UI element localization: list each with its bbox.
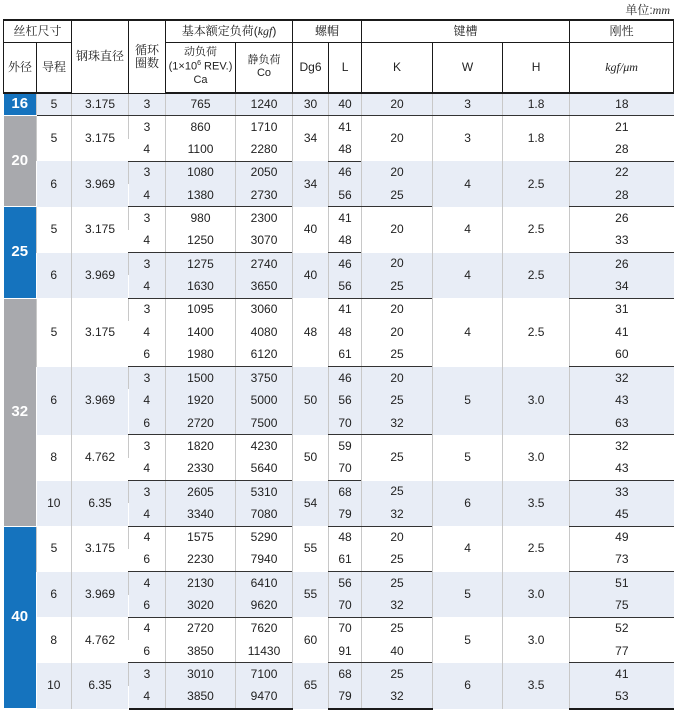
outer-diameter-cell: 16 <box>4 93 37 116</box>
static-load-cell: 7500 <box>236 412 293 435</box>
K-cell: 32 <box>362 595 433 618</box>
ball-diameter-cell: 3.175 <box>72 526 129 572</box>
K-cell: 25 <box>362 344 433 367</box>
circuits-cell: 4 <box>129 184 166 207</box>
dg6-cell: 50 <box>293 435 329 481</box>
static-load-cell: 5310 <box>236 481 293 504</box>
dg6-cell: 40 <box>293 207 329 253</box>
ball-diameter-cell: 3.175 <box>72 207 129 253</box>
circuits-cell: 4 <box>129 275 166 298</box>
table-row <box>4 617 674 640</box>
dynamic-load-cell: 1980 <box>166 344 236 367</box>
dynamic-load-cell: 1100 <box>166 139 236 162</box>
circuits-cell: 6 <box>129 640 166 663</box>
ball-diameter-cell: 3.175 <box>72 116 129 162</box>
lead-cell: 8 <box>50 450 58 465</box>
ball-diameter-cell: 3.969 <box>72 253 129 299</box>
header-static-load: 静负荷 Co <box>236 42 293 93</box>
dynamic-load-cell: 2720 <box>166 617 236 640</box>
circuits-cell: 4 <box>129 389 166 412</box>
stiffness-cell: 77 <box>570 640 674 663</box>
header-dg6: Dg6 <box>293 42 329 93</box>
dynamic-load-cell: 980 <box>166 207 236 230</box>
L-cell: 41 <box>329 116 362 139</box>
table-row <box>4 207 674 230</box>
circuits-cell: 3 <box>129 435 166 458</box>
static-load-cell: 9620 <box>236 595 293 618</box>
K-cell: 25 <box>362 663 433 686</box>
dynamic-load-cell: 2605 <box>166 481 236 504</box>
static-load-cell: 4080 <box>236 321 293 344</box>
header-lead: 导程 <box>37 42 72 93</box>
W-cell: 5 <box>433 617 503 663</box>
header-od: 外径 <box>4 42 37 93</box>
circuits-cell: 3 <box>129 663 166 686</box>
K-cell: 20 <box>362 253 433 276</box>
H-cell: 2.5 <box>503 298 570 366</box>
L-cell: 79 <box>329 503 362 526</box>
circuits-cell: 3 <box>129 298 166 321</box>
table-row <box>4 663 674 686</box>
dynamic-load-cell: 1820 <box>166 435 236 458</box>
W-cell: 4 <box>433 161 503 207</box>
dynamic-load-cell: 1250 <box>166 230 236 253</box>
lead-cell: 6 <box>37 253 72 299</box>
lead-cell: 5 <box>37 526 72 572</box>
lead-cell: 6 <box>37 572 72 618</box>
H-cell: 1.8 <box>503 93 570 116</box>
H-cell: 1.8 <box>503 116 570 162</box>
stiffness-cell: 43 <box>570 389 674 412</box>
header-keyway: 键槽 <box>362 20 570 42</box>
L-cell: 46 <box>329 367 362 390</box>
W-cell: 5 <box>433 572 503 618</box>
circuits-cell: 4 <box>129 230 166 253</box>
dynamic-load-cell: 3010 <box>166 663 236 686</box>
stiffness-cell: 28 <box>570 139 674 162</box>
lead-cell: 5 <box>37 93 72 116</box>
ball-diameter-cell: 4.762 <box>72 435 129 481</box>
table-row <box>4 435 674 458</box>
L-cell: 48 <box>329 526 362 549</box>
static-load-cell: 11430 <box>236 640 293 663</box>
header-L: L <box>329 42 362 93</box>
circuits-cell: 6 <box>129 595 166 618</box>
static-load-cell: 5640 <box>236 458 293 481</box>
lead-cell: 5 <box>37 298 72 366</box>
stiffness-cell: 18 <box>570 93 674 116</box>
circuits-cell: 4 <box>129 503 166 526</box>
header-stiffness: 刚性 <box>570 20 674 42</box>
dg6-cell: 65 <box>293 663 329 709</box>
circuits-cell: 4 <box>143 324 151 339</box>
lead-cell: 6 <box>37 367 72 435</box>
unit-value: mm <box>652 3 670 17</box>
dg6-cell: 55 <box>293 572 329 618</box>
W-cell: 3 <box>433 93 503 116</box>
static-load-cell: 2050 <box>236 161 293 184</box>
ball-diameter-cell: 3.175 <box>72 93 129 116</box>
K-cell: 25 <box>362 435 433 481</box>
ball-diameter-cell: 4.762 <box>72 617 129 663</box>
static-load-cell: 6410 <box>236 572 293 595</box>
dg6-cell: 34 <box>293 161 329 207</box>
H-cell: 3.0 <box>503 572 570 618</box>
K-cell: 25 <box>362 389 433 412</box>
header-W: W <box>433 42 503 93</box>
table-row <box>4 161 674 184</box>
static-load-cell: 3070 <box>236 230 293 253</box>
circuits-cell: 4 <box>129 526 166 549</box>
dg6-cell: 30 <box>293 93 329 116</box>
K-cell: 32 <box>362 503 433 526</box>
L-cell: 70 <box>329 458 362 481</box>
dynamic-load-cell: 765 <box>166 93 236 116</box>
stiffness-cell: 22 <box>570 161 674 184</box>
W-cell: 5 <box>433 435 503 481</box>
W-cell: 4 <box>433 526 503 572</box>
K-cell: 25 <box>362 184 433 207</box>
H-cell: 3.5 <box>503 663 570 709</box>
stiffness-cell: 26 <box>570 207 674 230</box>
stiffness-cell: 53 <box>570 686 674 709</box>
K-cell: 20 <box>362 526 433 549</box>
circuits-cell: 4 <box>129 686 166 709</box>
K-cell: 20 <box>362 116 433 162</box>
L-cell: 41 <box>329 207 362 230</box>
static-load-cell: 7620 <box>236 617 293 640</box>
table-header <box>4 20 674 93</box>
L-cell: 48 <box>329 230 362 253</box>
header-nut: 螺帽 <box>293 20 362 42</box>
stiffness-cell: 73 <box>570 549 674 572</box>
stiffness-cell: 21 <box>570 116 674 139</box>
static-load-cell: 7080 <box>236 503 293 526</box>
ball-diameter-cell: 3.175 <box>72 298 129 366</box>
header-stiffness-unit: kgf/μm <box>570 42 674 93</box>
L-cell: 56 <box>329 184 362 207</box>
dynamic-load-cell: 2230 <box>166 549 236 572</box>
dg6-cell: 34 <box>293 116 329 162</box>
L-cell: 56 <box>329 572 362 595</box>
dynamic-load-cell: 1080 <box>166 161 236 184</box>
L-cell: 40 <box>329 93 362 116</box>
K-cell: 20 <box>362 367 433 390</box>
table-row <box>4 526 674 549</box>
header-K: K <box>362 42 433 93</box>
lead-cell: 5 <box>37 116 72 162</box>
dynamic-load-cell: 1275 <box>166 253 236 276</box>
circuits-cell: 3 <box>129 481 166 504</box>
H-cell: 2.5 <box>503 207 570 253</box>
unit-label: 单位:mm <box>625 3 670 17</box>
W-cell: 3 <box>433 116 503 162</box>
K-cell: 25 <box>362 572 433 595</box>
L-cell: 68 <box>329 663 362 686</box>
dynamic-load-cell: 2720 <box>166 412 236 435</box>
static-load-cell: 2740 <box>236 253 293 276</box>
static-load-cell: 7100 <box>236 663 293 686</box>
stiffness-cell: 33 <box>570 481 674 504</box>
H-cell: 2.5 <box>503 253 570 299</box>
stiffness-cell: 75 <box>570 595 674 618</box>
circuits-cell: 3 <box>129 367 166 390</box>
dynamic-load-cell: 1400 <box>166 321 236 344</box>
lead-cell: 5 <box>37 207 72 253</box>
K-cell: 20 <box>362 298 433 321</box>
static-load-cell: 3750 <box>236 367 293 390</box>
table-row <box>4 298 674 321</box>
static-load-cell: 2300 <box>236 207 293 230</box>
outer-diameter-cell: 20 <box>4 116 37 207</box>
dg6-cell: 50 <box>293 367 329 435</box>
stiffness-cell: 45 <box>570 503 674 526</box>
L-cell: 41 <box>329 298 362 321</box>
K-cell: 40 <box>362 640 433 663</box>
ball-diameter-cell: 6.35 <box>72 663 129 709</box>
circuits-cell: 3 <box>129 207 166 230</box>
stiffness-cell: 49 <box>570 526 674 549</box>
W-cell: 6 <box>433 663 503 709</box>
H-cell: 3.5 <box>503 481 570 527</box>
static-load-cell: 5000 <box>236 389 293 412</box>
L-cell: 79 <box>329 686 362 709</box>
K-cell: 32 <box>362 412 433 435</box>
K-cell: 20 <box>362 161 433 184</box>
static-load-cell: 7940 <box>236 549 293 572</box>
dynamic-load-cell: 1920 <box>166 389 236 412</box>
L-cell: 56 <box>329 389 362 412</box>
static-load-cell: 1710 <box>236 116 293 139</box>
static-load-cell: 9470 <box>236 686 293 709</box>
lead-cell: 6 <box>37 161 72 207</box>
K-cell: 25 <box>362 549 433 572</box>
K-cell: 25 <box>362 481 433 504</box>
K-cell: 20 <box>362 321 433 344</box>
header-dynamic-load: 动负荷 ($1\times 10^6$ REV.) Ca <box>166 42 236 93</box>
table-row <box>4 572 674 595</box>
static-load-cell: 2280 <box>236 139 293 162</box>
dynamic-load-cell: 3850 <box>166 686 236 709</box>
static-load-cell: 3060 <box>236 298 293 321</box>
circuits-cell: 3 <box>129 116 166 139</box>
stiffness-cell: 43 <box>570 458 674 481</box>
stiffness-cell: 41 <box>570 321 674 344</box>
stiffness-cell: 33 <box>570 230 674 253</box>
table-row <box>4 481 674 504</box>
L-cell: 46 <box>329 161 362 184</box>
dynamic-load-cell: 3850 <box>166 640 236 663</box>
K-cell: 20 <box>362 207 433 253</box>
stiffness-cell: 32 <box>570 367 674 390</box>
L-cell: 56 <box>329 275 362 298</box>
circuits-cell: 3 <box>129 161 166 184</box>
circuits-cell: 3 <box>129 253 166 276</box>
H-cell: 2.5 <box>503 526 570 572</box>
circuits-cell: 4 <box>129 572 166 595</box>
dynamic-load-cell: 2330 <box>166 458 236 481</box>
L-cell: 59 <box>329 435 362 458</box>
circuits-cell: 3 <box>129 93 166 116</box>
stiffness-cell: 32 <box>570 435 674 458</box>
K-cell: 25 <box>362 275 433 298</box>
stiffness-cell: 26 <box>570 253 674 276</box>
static-load-cell: 5290 <box>236 526 293 549</box>
ball-diameter-cell: 6.35 <box>72 481 129 527</box>
L-cell: 46 <box>329 253 362 276</box>
static-load-cell: 4230 <box>236 435 293 458</box>
ball-diameter-cell: 3.969 <box>72 161 129 207</box>
dynamic-load-cell: 3340 <box>166 503 236 526</box>
circuits-cell: 6 <box>129 412 166 435</box>
L-cell: 91 <box>329 640 362 663</box>
header-load-rating: 基本额定负荷(kgf) <box>166 20 293 42</box>
dynamic-load-cell: 860 <box>166 116 236 139</box>
W-cell: 5 <box>433 367 503 435</box>
dg6-cell: 55 <box>293 526 329 572</box>
H-cell: 2.5 <box>503 161 570 207</box>
L-cell: 70 <box>329 595 362 618</box>
table-row <box>4 93 674 116</box>
K-cell: 20 <box>362 93 433 116</box>
L-cell: 70 <box>329 412 362 435</box>
circuits-cell: 4 <box>129 458 166 481</box>
dg6-cell: 60 <box>293 617 329 663</box>
dg6-cell: 54 <box>293 481 329 527</box>
table-body <box>4 93 674 709</box>
stiffness-cell: 52 <box>570 617 674 640</box>
dynamic-load-cell: 1095 <box>166 298 236 321</box>
stiffness-cell: 41 <box>570 663 674 686</box>
circuits-cell: 4 <box>129 617 166 640</box>
K-cell: 32 <box>362 686 433 709</box>
ball-diameter-cell: 3.969 <box>72 572 129 618</box>
L-cell: 48 <box>329 139 362 162</box>
dynamic-load-cell: 1575 <box>166 526 236 549</box>
lead-cell: 8 <box>50 632 58 647</box>
dg6-cell: 48 <box>293 298 329 366</box>
stiffness-cell: 34 <box>570 275 674 298</box>
ballscrew-spec-table <box>3 19 674 710</box>
W-cell: 6 <box>433 481 503 527</box>
H-cell: 3.0 <box>503 367 570 435</box>
L-cell: 68 <box>329 481 362 504</box>
dynamic-load-cell: 3020 <box>166 595 236 618</box>
H-cell: 3.0 <box>503 617 570 663</box>
outer-diameter-cell: 40 <box>4 526 37 708</box>
stiffness-cell: 31 <box>570 298 674 321</box>
L-cell: 48 <box>329 321 362 344</box>
H-cell: 3.0 <box>503 435 570 481</box>
ball-diameter-cell: 3.969 <box>72 367 129 435</box>
dynamic-load-cell: 1500 <box>166 367 236 390</box>
outer-diameter-cell: 32 <box>4 298 37 526</box>
dg6-cell: 40 <box>293 253 329 299</box>
dynamic-load-cell: 1630 <box>166 275 236 298</box>
header-screw-size: 丝杠尺寸 <box>4 20 72 42</box>
static-load-cell: 3650 <box>236 275 293 298</box>
circuits-cell: 4 <box>129 139 166 162</box>
table-row <box>4 116 674 139</box>
dynamic-load-cell: 2130 <box>166 572 236 595</box>
circuits-cell: 6 <box>129 549 166 572</box>
header-ball-diameter: 钢珠直径 <box>72 20 129 93</box>
L-cell: 61 <box>329 549 362 572</box>
W-cell: 4 <box>433 298 503 366</box>
stiffness-cell: 28 <box>570 184 674 207</box>
table-row <box>4 253 674 276</box>
header-H: H <box>503 42 570 93</box>
stiffness-cell: 60 <box>570 344 674 367</box>
stiffness-cell: 63 <box>570 412 674 435</box>
W-cell: 4 <box>433 253 503 299</box>
dynamic-load-cell: 1380 <box>166 184 236 207</box>
static-load-cell: 1240 <box>236 93 293 116</box>
L-cell: 70 <box>329 617 362 640</box>
static-load-cell: 6120 <box>236 344 293 367</box>
lead-cell: 10 <box>37 481 72 527</box>
K-cell: 25 <box>362 617 433 640</box>
L-cell: 61 <box>329 344 362 367</box>
stiffness-cell: 51 <box>570 572 674 595</box>
table-row <box>4 367 674 390</box>
circuits-cell: 6 <box>129 344 166 367</box>
static-load-cell: 2730 <box>236 184 293 207</box>
W-cell: 4 <box>433 207 503 253</box>
outer-diameter-cell: 25 <box>4 207 37 298</box>
header-circuits: 循环 圈数 <box>129 20 166 93</box>
lead-cell: 10 <box>37 663 72 709</box>
